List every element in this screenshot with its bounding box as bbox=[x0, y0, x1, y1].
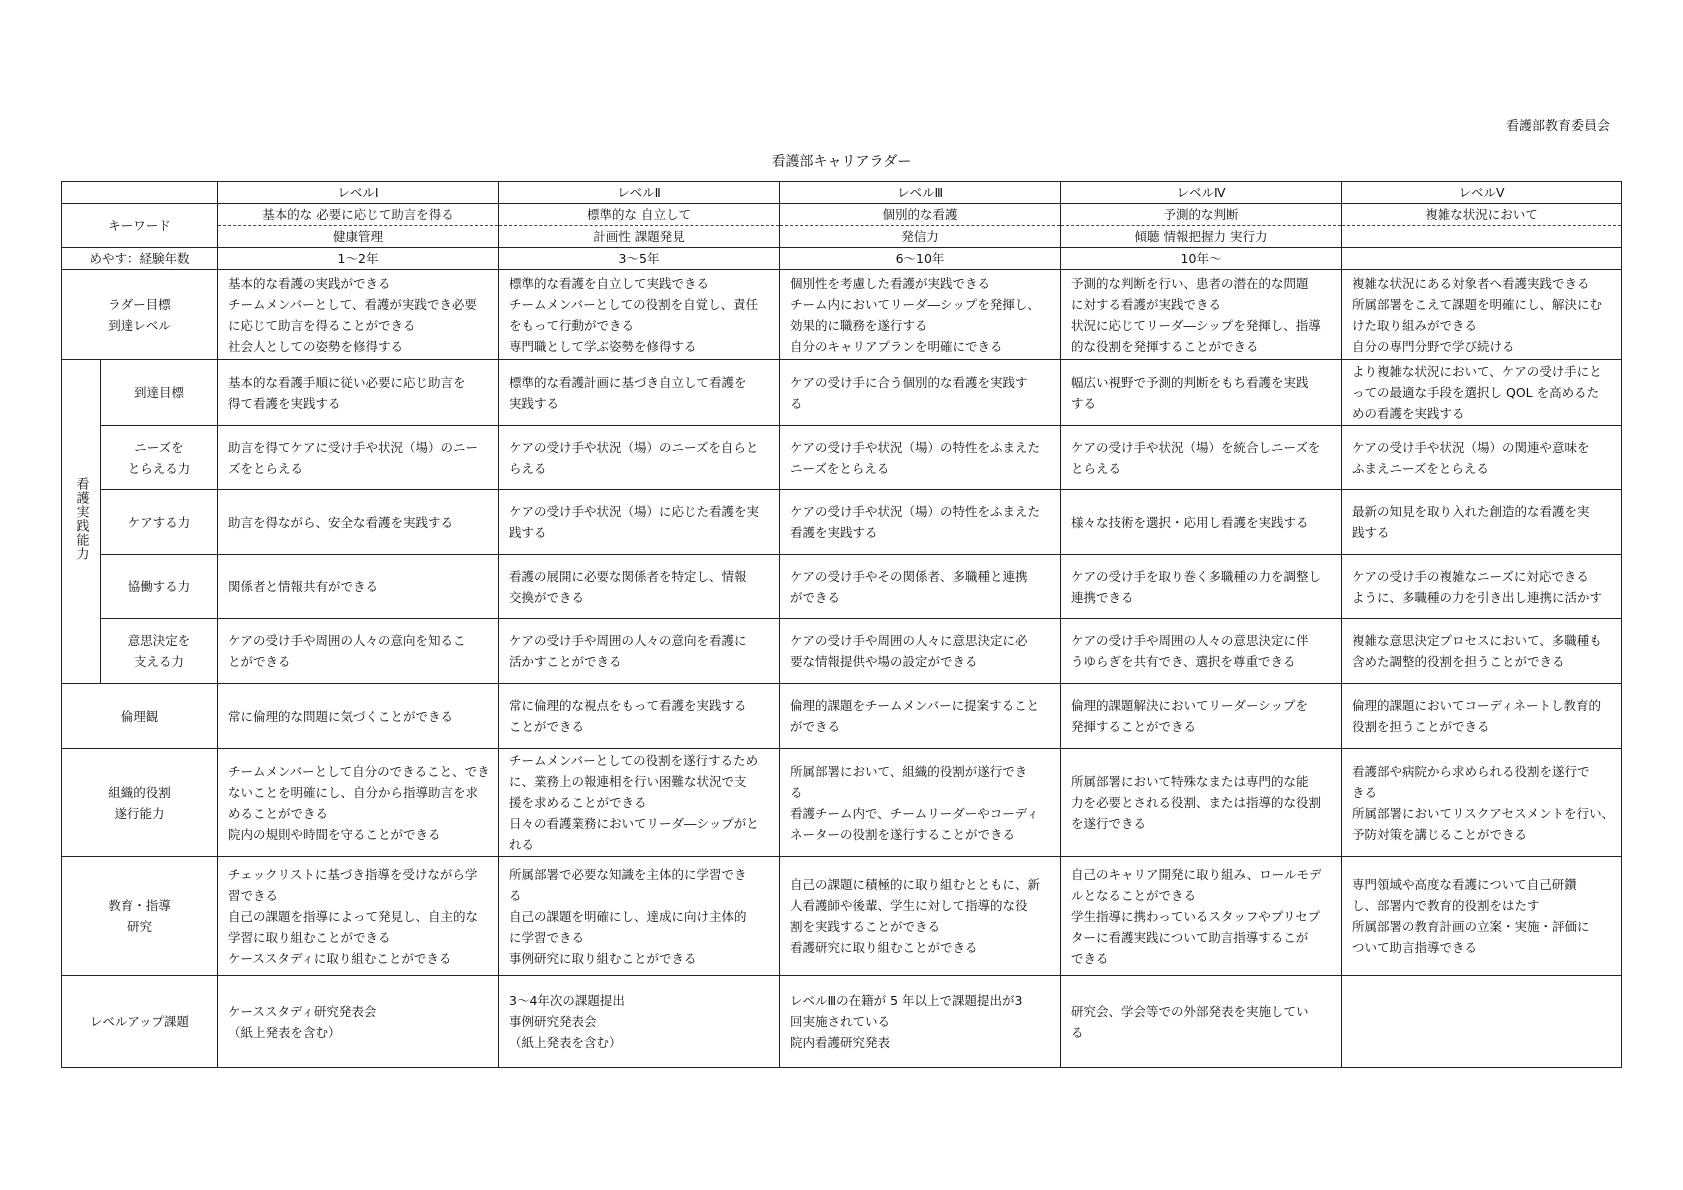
cell-text-line: 活かすことができる bbox=[509, 654, 622, 669]
cell-text-line: 事例研究発表会 bbox=[509, 1014, 597, 1029]
experience-cell: 1～2年 bbox=[218, 248, 499, 270]
cell-text-line: 看護部や病院から求められる役割を遂行で bbox=[1352, 763, 1590, 779]
experience-cell bbox=[1342, 248, 1622, 270]
ladder-goal-row bbox=[62, 270, 1622, 360]
ladder-goal-cell bbox=[499, 270, 780, 360]
cell-text-line: チーム内においてリーダ―シップを発揮し、 bbox=[790, 296, 1040, 312]
keyword-row-2 bbox=[62, 226, 1622, 248]
practice-row-collaboration bbox=[62, 555, 1622, 619]
level-header-row bbox=[62, 182, 1622, 204]
cell-text-line: とらえる bbox=[1071, 460, 1122, 476]
practice-cell bbox=[1342, 360, 1622, 426]
cell-text-line: レベルアップ課題 bbox=[89, 1014, 190, 1029]
level-header: レベルⅢ bbox=[780, 182, 1061, 204]
cell-text-line: 標準的な看護計画に基づき自立して看護を bbox=[509, 374, 747, 390]
cell-text-line: 助言を得てケアに受け手や状況（場）のニー bbox=[228, 439, 479, 455]
cell-text-line: 常に倫理的な視点をもって看護を実践する bbox=[509, 698, 747, 713]
experience-cell: 10年～ bbox=[1061, 248, 1342, 270]
practice-cell bbox=[499, 490, 780, 555]
cell-text-line: ができる bbox=[790, 719, 841, 734]
cell-text-line: を遂行できる bbox=[1071, 816, 1147, 831]
keyword-row-1 bbox=[62, 204, 1622, 226]
cell-text-line: 人看護師や後輩、学生に対して指導的な役 bbox=[790, 898, 1028, 913]
organizational-label bbox=[62, 749, 218, 857]
cell-text-line: 研究 bbox=[126, 919, 152, 934]
levelup-row bbox=[62, 976, 1622, 1068]
cell-text-line: 自分の専門分野で学び続ける bbox=[1352, 338, 1515, 354]
cell-text-line: 自分のキャリアプランを明確にできる bbox=[790, 338, 1003, 354]
cell-text-line: 専門領域や高度な看護について自己研鑽 bbox=[1352, 877, 1577, 892]
practice-cell bbox=[780, 490, 1061, 555]
cell-text-line: 複雑な状況にある対象者へ看護実践できる bbox=[1352, 275, 1590, 291]
practice-cell bbox=[218, 360, 499, 426]
keyword-cell: 標準的な 自立して bbox=[499, 204, 780, 226]
cell-text-line: る bbox=[790, 784, 803, 800]
cell-text-line: 基本的な看護手順に従い必要に応じ助言を bbox=[228, 374, 466, 390]
cell-text-line: る bbox=[790, 395, 803, 411]
ladder-goal-cell bbox=[1342, 270, 1622, 360]
cell-text-line: ズをとらえる bbox=[228, 460, 304, 476]
ladder-goal-cell bbox=[780, 270, 1061, 360]
cell-text-line: ように、多職種の力を引き出し連携に活かす bbox=[1352, 589, 1603, 605]
practice-group-text: 看護実践能力 bbox=[73, 476, 89, 561]
keyword-cell bbox=[1342, 226, 1622, 248]
keyword-cell: 基本的な 必要に応じて助言を得る bbox=[218, 204, 499, 226]
cell-text-line: 交換ができる bbox=[509, 589, 585, 605]
cell-text-line: ケアの受け手や状況（場）に応じた看護を実 bbox=[509, 504, 760, 519]
keyword-cell: 個別的な看護 bbox=[780, 204, 1061, 226]
cell-text-line: ケアの受け手や周囲の人々の意向を知るこ bbox=[228, 633, 466, 648]
cell-text-line: （紙上発表を含む） bbox=[509, 1035, 622, 1050]
education-cell bbox=[1061, 857, 1342, 976]
cell-text-line: 予測的な判断を行い、患者の潜在的な問題 bbox=[1071, 275, 1309, 291]
cell-text-line: 予防対策を講じることができる bbox=[1352, 826, 1528, 842]
organizational-cell bbox=[499, 749, 780, 857]
keyword-cell: 発信力 bbox=[780, 226, 1061, 248]
education-label bbox=[62, 857, 218, 976]
practice-row-label bbox=[101, 555, 218, 619]
ladder-goal-label bbox=[62, 270, 218, 360]
cell-text-line: をもって行動ができる bbox=[509, 317, 635, 333]
cell-text-line: ケアする力 bbox=[127, 514, 191, 530]
cell-text-line: 幅広い視野で予測的判断をもち看護を実践 bbox=[1071, 374, 1309, 390]
cell-text-line: 含めた調整的役割を担うことができる bbox=[1352, 654, 1565, 669]
cell-text-line: できる bbox=[1071, 950, 1109, 966]
cell-text-line: 所属部署をこえて課題を明確にし、解決にむ bbox=[1352, 296, 1603, 312]
cell-text-line: ケアの受け手や状況（場）を統合しニーズを bbox=[1071, 439, 1321, 455]
cell-text-line: 力を必要とされる役割、または指導的な役割 bbox=[1071, 795, 1322, 810]
cell-text-line: に学習できる bbox=[509, 929, 585, 945]
cell-text-line: チェックリストに基づき指導を受けながら学 bbox=[228, 866, 478, 882]
ethics-label bbox=[62, 684, 218, 749]
cell-text-line: る bbox=[509, 887, 522, 903]
education-cell bbox=[499, 857, 780, 976]
corner-cell bbox=[62, 182, 218, 204]
cell-text-line: ができる bbox=[790, 589, 841, 605]
cell-text-line: ターに看護実践について助言指導するこが bbox=[1071, 929, 1309, 945]
cell-text-line: 看護チーム内で、チームリーダーやコーディ bbox=[790, 805, 1039, 821]
cell-text-line: し、部署内で教育的役割をはたす bbox=[1352, 898, 1540, 913]
cell-text-line: チームメンバーとしての役割を自覚し、責任 bbox=[509, 296, 759, 312]
keyword-cell: 複雑な状況において bbox=[1342, 204, 1622, 226]
cell-text-line: ついて助言指導できる bbox=[1352, 940, 1478, 955]
levelup-cell bbox=[1342, 976, 1622, 1068]
cell-text-line: （紙上発表を含む） bbox=[228, 1024, 341, 1040]
cell-text-line: 到達レベル bbox=[108, 317, 171, 333]
cell-text-line: ケーススタディ研究発表会 bbox=[228, 1003, 377, 1019]
practice-row-needs bbox=[62, 426, 1622, 490]
practice-row-label bbox=[101, 426, 218, 490]
keyword-cell: 傾聴 情報把握力 実行力 bbox=[1061, 226, 1342, 248]
level-header: レベルⅡ bbox=[499, 182, 780, 204]
cell-text-line: ケアの受け手や周囲の人々の意思決定に伴 bbox=[1071, 633, 1309, 648]
practice-row-goal bbox=[62, 360, 1622, 426]
cell-text-line: ケアの受け手に合う個別的な看護を実践す bbox=[790, 374, 1028, 390]
cell-text-line: 状況に応じてリーダ―シップを発揮し、指導 bbox=[1071, 317, 1321, 333]
cell-text-line: れる bbox=[509, 837, 535, 852]
keyword-cell: 健康管理 bbox=[218, 226, 499, 248]
cell-text-line: 所属部署において、組織的役割が遂行でき bbox=[790, 763, 1028, 779]
levelup-cell bbox=[1061, 976, 1342, 1068]
cell-text-line: ケアの受け手やその関係者、多職種と連携 bbox=[790, 568, 1028, 584]
ethics-row bbox=[62, 684, 1622, 749]
experience-row bbox=[62, 248, 1622, 270]
education-cell bbox=[1342, 857, 1622, 976]
ethics-cell bbox=[1061, 684, 1342, 749]
cell-text-line: めの看護を実践する bbox=[1352, 406, 1465, 421]
cell-text-line: ケアの受け手や状況（場）の特性をふまえた bbox=[790, 504, 1041, 519]
cell-text-line: 所属部署で必要な知識を主体的に学習でき bbox=[509, 866, 747, 882]
cell-text-line: 到達目標 bbox=[133, 385, 184, 400]
cell-text-line: ケアの受け手を取り巻く多職種の力を調整し bbox=[1071, 568, 1322, 584]
cell-text-line: ケアの受け手や状況（場）のニーズを自らと bbox=[509, 439, 759, 455]
levelup-label bbox=[62, 976, 218, 1068]
practice-cell bbox=[499, 555, 780, 619]
organizational-cell bbox=[780, 749, 1061, 857]
experience-cell: 6～10年 bbox=[780, 248, 1061, 270]
cell-text-line: 院内の規則や時間を守ることができる bbox=[228, 826, 441, 842]
cell-text-line: 複雑な意思決定プロセスにおいて、多職種も bbox=[1352, 633, 1602, 648]
cell-text-line: ネーターの役割を遂行することができる bbox=[790, 826, 1016, 842]
practice-cell bbox=[780, 555, 1061, 619]
cell-text-line: より複雑な状況において、ケアの受け手にと bbox=[1352, 364, 1602, 379]
cell-text-line: 所属部署の教育計画の立案・実施・評価に bbox=[1352, 919, 1590, 934]
practice-cell bbox=[499, 426, 780, 490]
cell-text-line: 様々な技術を選択・応用し看護を実践する bbox=[1071, 514, 1309, 530]
level-header: レベルⅤ bbox=[1342, 182, 1622, 204]
keyword-cell: 計画性 課題発見 bbox=[499, 226, 780, 248]
organization-name: 看護部教育委員会 bbox=[1505, 119, 1610, 134]
cell-text-line: チームメンバーとして自分のできること、でき bbox=[228, 763, 490, 779]
practice-row-decision bbox=[62, 619, 1622, 684]
cell-text-line: ニーズを bbox=[134, 439, 184, 455]
cell-text-line: 発揮することができる bbox=[1071, 719, 1197, 734]
level-header: レベルⅠ bbox=[218, 182, 499, 204]
practice-cell bbox=[1342, 426, 1622, 490]
cell-text-line: 意思決定を bbox=[127, 633, 191, 648]
level-header: レベルⅣ bbox=[1061, 182, 1342, 204]
cell-text-line: 実践する bbox=[509, 395, 560, 411]
cell-text-line: 所属部署において特殊なまたは専門的な能 bbox=[1071, 774, 1309, 789]
organizational-row bbox=[62, 749, 1622, 857]
cell-text-line: ルとなることができる bbox=[1071, 887, 1197, 903]
organizational-cell bbox=[1342, 749, 1622, 857]
practice-cell bbox=[1061, 490, 1342, 555]
cell-text-line: 援を求めることができる bbox=[509, 795, 647, 810]
cell-text-line: 践する bbox=[509, 525, 547, 540]
practice-cell bbox=[218, 426, 499, 490]
cell-text-line: ラダー目標 bbox=[108, 296, 171, 312]
levelup-cell bbox=[218, 976, 499, 1068]
career-ladder-table bbox=[61, 181, 1622, 1068]
experience-label: めやす：経験年数 bbox=[62, 248, 218, 270]
practice-cell bbox=[1061, 619, 1342, 684]
cell-text-line: 院内看護研究発表 bbox=[790, 1035, 891, 1050]
cell-text-line: っての最適な手段を選択し QOL を高めるた bbox=[1352, 385, 1600, 400]
cell-text-line: 倫理観 bbox=[120, 708, 159, 724]
cell-text-line: 事例研究に取り組むことができる bbox=[509, 950, 697, 966]
cell-text-line: 自己の課題を指導によって発見し、自主的な bbox=[228, 908, 479, 924]
cell-text-line: 連携できる bbox=[1071, 589, 1134, 605]
page-title: 看護部キャリアラダー bbox=[771, 154, 912, 170]
cell-text-line: ケーススタディに取り組むことができる bbox=[228, 950, 452, 966]
practice-cell bbox=[780, 426, 1061, 490]
keyword-cell: 予測的な判断 bbox=[1061, 204, 1342, 226]
practice-cell bbox=[1342, 490, 1622, 555]
cell-text-line: 習できる bbox=[228, 887, 279, 903]
practice-cell bbox=[218, 619, 499, 684]
practice-cell bbox=[1061, 360, 1342, 426]
cell-text-line: 3～4年次の課題提出 bbox=[509, 993, 625, 1008]
cell-text-line: 所属部署においてリスクアセスメントを行い、 bbox=[1352, 805, 1615, 821]
cell-text-line: ふまえニーズをとらえる bbox=[1352, 460, 1489, 476]
levelup-cell bbox=[499, 976, 780, 1068]
cell-text-line: 日々の看護業務においてリーダ―シップがと bbox=[509, 816, 759, 831]
cell-text-line: 最新の知見を取り入れた創造的な看護を実 bbox=[1352, 504, 1590, 519]
practice-cell bbox=[499, 360, 780, 426]
practice-cell bbox=[780, 360, 1061, 426]
cell-text-line: ないことを明確にし、自分から指導助言を求 bbox=[228, 784, 479, 800]
practice-cell bbox=[1342, 619, 1622, 684]
cell-text-line: ケアの受け手や状況（場）の関連や意味を bbox=[1352, 439, 1590, 455]
cell-text-line: 関係者と情報共有ができる bbox=[228, 579, 379, 594]
cell-text-line: に対する看護が実践できる bbox=[1071, 296, 1222, 312]
cell-text-line: 専門職として学ぶ姿勢を修得する bbox=[509, 338, 697, 354]
keyword-label: キーワード bbox=[62, 204, 218, 248]
cell-text-line: 組織的役割 bbox=[108, 784, 171, 800]
practice-cell bbox=[1061, 555, 1342, 619]
cell-text-line: する bbox=[1071, 395, 1097, 411]
cell-text-line: ケアの受け手の複雑なニーズに対応できる bbox=[1352, 568, 1589, 584]
practice-row-label bbox=[101, 490, 218, 555]
organizational-cell bbox=[218, 749, 499, 857]
experience-cell: 3～5年 bbox=[499, 248, 780, 270]
cell-text-line: に、業務上の報連相を行い困難な状況で支 bbox=[509, 774, 747, 789]
practice-group-label bbox=[62, 360, 101, 684]
cell-text-line: らえる bbox=[509, 460, 547, 476]
cell-text-line: けた取り組みができる bbox=[1352, 317, 1478, 333]
cell-text-line: 看護を実践する bbox=[790, 525, 878, 540]
cell-text-line: きる bbox=[1352, 784, 1378, 800]
cell-text-line: 自己の課題を明確にし、達成に向け主体的 bbox=[509, 908, 747, 924]
cell-text-line: とができる bbox=[228, 654, 291, 669]
cell-text-line: ことができる bbox=[509, 719, 585, 734]
cell-text-line: うゆらぎを共有でき、選択を尊重できる bbox=[1071, 654, 1296, 669]
cell-text-line: 役割を担うことができる bbox=[1352, 719, 1490, 734]
cell-text-line: ケアの受け手や周囲の人々の意向を看護に bbox=[509, 633, 747, 648]
cell-text-line: 社会人としての姿勢を修得する bbox=[228, 338, 404, 354]
cell-text-line: 学生指導に携わっているスタッフやプリセプ bbox=[1071, 908, 1321, 924]
ladder-goal-cell bbox=[1061, 270, 1342, 360]
cell-text-line: 自己のキャリア開発に取り組み、ロールモデ bbox=[1071, 866, 1322, 882]
cell-text-line: 助言を得ながら、安全な看護を実践する bbox=[228, 514, 454, 530]
cell-text-line: 遂行能力 bbox=[114, 805, 165, 821]
practice-cell bbox=[780, 619, 1061, 684]
cell-text-line: ケアの受け手や周囲の人々に意思決定に必 bbox=[790, 633, 1028, 648]
cell-text-line: 践する bbox=[1352, 525, 1390, 540]
cell-text-line: 教育・指導 bbox=[108, 898, 171, 913]
cell-text-line: 標準的な看護を自立して実践できる bbox=[509, 275, 710, 291]
ethics-cell bbox=[218, 684, 499, 749]
cell-text-line: チームメンバーとして、看護が実践でき必要 bbox=[228, 296, 477, 312]
cell-text-line: 効果的に職務を遂行する bbox=[790, 317, 928, 333]
cell-text-line: 割を実践することができる bbox=[790, 919, 941, 934]
cell-text-line: に応じて助言を得ることができる bbox=[228, 317, 416, 333]
cell-text-line: 看護の展開に必要な関係者を特定し、情報 bbox=[509, 568, 747, 584]
cell-text-line: めることができる bbox=[228, 805, 329, 821]
practice-cell bbox=[218, 555, 499, 619]
education-cell bbox=[780, 857, 1061, 976]
ethics-cell bbox=[780, 684, 1061, 749]
cell-text-line: 個別性を考慮した看護が実践できる bbox=[790, 275, 991, 291]
cell-text-line: 基本的な看護の実践ができる bbox=[228, 275, 391, 291]
education-row bbox=[62, 857, 1622, 976]
cell-text-line: 学習に取り組むことができる bbox=[228, 929, 391, 945]
cell-text-line: とらえる力 bbox=[127, 460, 191, 476]
ethics-cell bbox=[1342, 684, 1622, 749]
practice-cell bbox=[499, 619, 780, 684]
cell-text-line: 倫理的課題解決においてリーダーシップを bbox=[1071, 698, 1309, 713]
cell-text-line: ケアの受け手や状況（場）の特性をふまえた bbox=[790, 439, 1041, 455]
cell-text-line: 協働する力 bbox=[127, 579, 191, 594]
cell-text-line: 倫理的課題においてコーディネートし教育的 bbox=[1352, 698, 1602, 713]
cell-text-line: 支える力 bbox=[133, 654, 184, 669]
cell-text-line: 看護研究に取り組むことができる bbox=[790, 940, 978, 955]
cell-text-line: 研究会、学会等での外部発表を実施してい bbox=[1071, 1003, 1309, 1019]
practice-cell bbox=[218, 490, 499, 555]
cell-text-line: 倫理的課題をチームメンバーに提案すること bbox=[790, 698, 1040, 713]
organizational-cell bbox=[1061, 749, 1342, 857]
cell-text-line: 自己の課題に積極的に取り組むとともに、新 bbox=[790, 877, 1041, 892]
cell-text-line: レベルⅢの在籍が 5 年以上で課題提出が3 bbox=[790, 993, 1023, 1008]
cell-text-line: 得て看護を実践する bbox=[228, 395, 341, 411]
cell-text-line: ニーズをとらえる bbox=[790, 460, 890, 476]
ladder-goal-cell bbox=[218, 270, 499, 360]
levelup-cell bbox=[780, 976, 1061, 1068]
practice-row-label bbox=[101, 619, 218, 684]
cell-text-line: 回実施されている bbox=[790, 1014, 891, 1029]
ethics-cell bbox=[499, 684, 780, 749]
practice-row-label bbox=[101, 360, 218, 426]
cell-text-line: 的な役割を発揮することができる bbox=[1071, 338, 1259, 354]
cell-text-line: 常に倫理的な問題に気づくことができる bbox=[228, 708, 454, 724]
cell-text-line: 要な情報提供や場の設定ができる bbox=[790, 654, 978, 669]
cell-text-line: る bbox=[1071, 1024, 1084, 1040]
practice-row-care bbox=[62, 490, 1622, 555]
practice-cell bbox=[1342, 555, 1622, 619]
practice-cell bbox=[1061, 426, 1342, 490]
cell-text-line: チームメンバーとしての役割を遂行するため bbox=[509, 753, 759, 768]
education-cell bbox=[218, 857, 499, 976]
